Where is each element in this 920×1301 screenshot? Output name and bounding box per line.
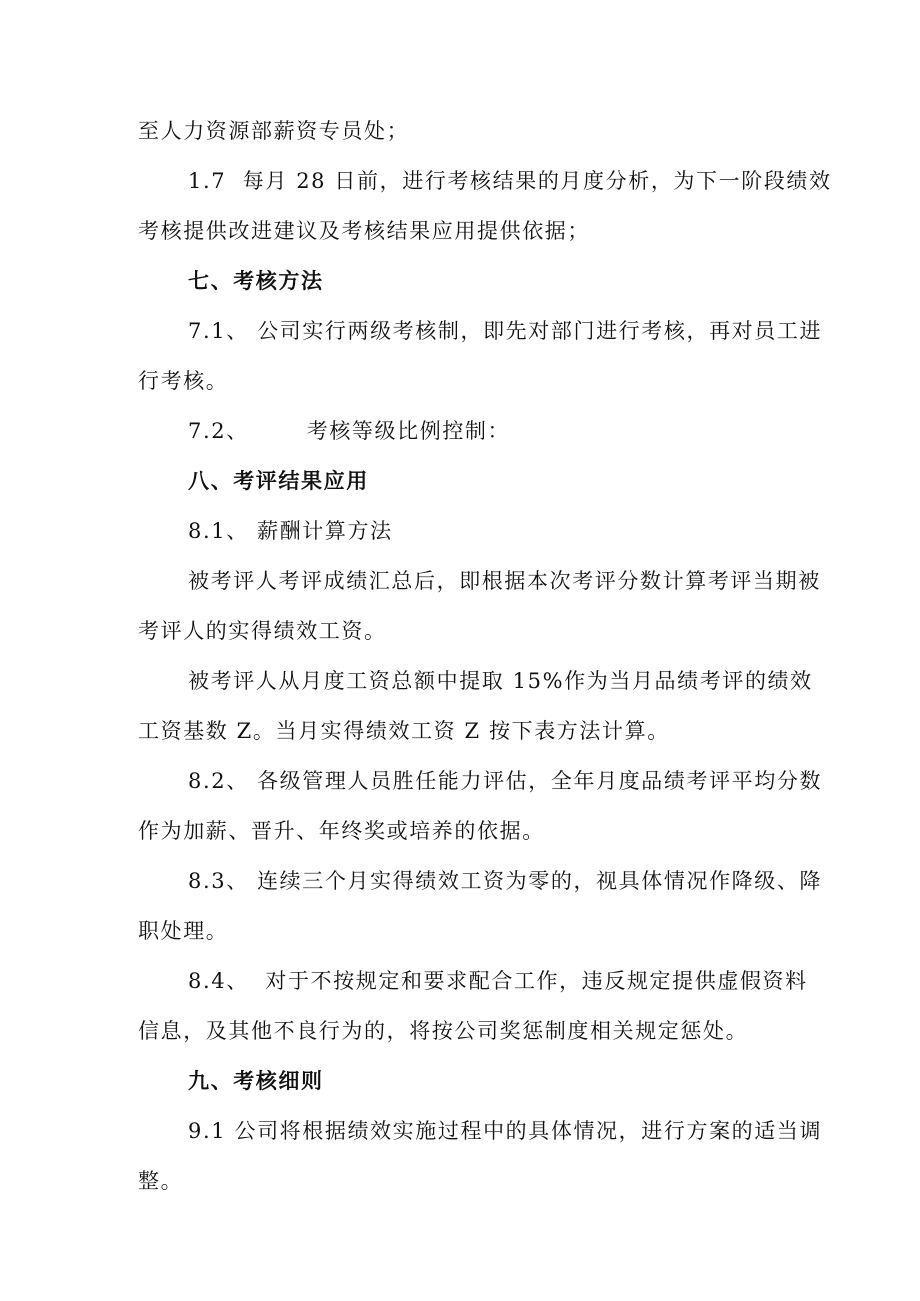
paragraph-line: 8.3、 连续三个月实得绩效工资为零的，视具体情况作降级、降 — [188, 869, 823, 893]
paragraph-line: 信息，及其他不良行为的，将按公司奖惩制度相关规定惩处。 — [138, 1019, 749, 1043]
paragraph-line: 作为加薪、晋升、年终奖或培养的依据。 — [138, 819, 545, 843]
paragraph-line: 8.4、 对于不按规定和要求配合工作，违反规定提供虚假资料 — [188, 969, 808, 993]
paragraph-line: 考评人的实得绩效工资。 — [138, 619, 387, 643]
paragraph-line: 职处理。 — [138, 919, 229, 943]
section-heading-8: 八、考评结果应用 — [188, 468, 369, 493]
paragraph-line: 行考核。 — [138, 369, 229, 393]
paragraph-line: 考核提供改进建议及考核结果应用提供依据； — [138, 219, 590, 243]
paragraph-line: 7.1、 公司实行两级考核制，即先对部门进行考核，再对员工进 — [188, 319, 823, 343]
paragraph-line: 至人力资源部薪资专员处； — [138, 119, 410, 143]
paragraph-line: 被考评人从月度工资总额中提取 15%作为当月品绩考评的绩效 — [188, 669, 813, 693]
paragraph-line: 被考评人考评成绩汇总后，即根据本次考评分数计算考评当期被 — [188, 569, 821, 593]
section-heading-7: 七、考核方法 — [188, 268, 324, 293]
paragraph-line: 8.1、 薪酬计算方法 — [188, 519, 393, 543]
paragraph-line: 8.2、 各级管理人员胜任能力评估，全年月度品绩考评平均分数 — [188, 769, 823, 793]
section-heading-9: 九、考核细则 — [188, 1068, 324, 1093]
paragraph-line: 7.2、 考核等级比例控制： — [188, 419, 511, 443]
paragraph-line: 工资基数 Z。当月实得绩效工资 Z 按下表方法计算。 — [138, 719, 670, 743]
paragraph-line: 整。 — [138, 1169, 184, 1193]
paragraph-line: 9.1 公司将根据绩效实施过程中的具体情况，进行方案的适当调 — [188, 1119, 823, 1143]
paragraph-line: 1.7 每月 28 日前，进行考核结果的月度分析，为下一阶段绩效 — [188, 169, 832, 193]
